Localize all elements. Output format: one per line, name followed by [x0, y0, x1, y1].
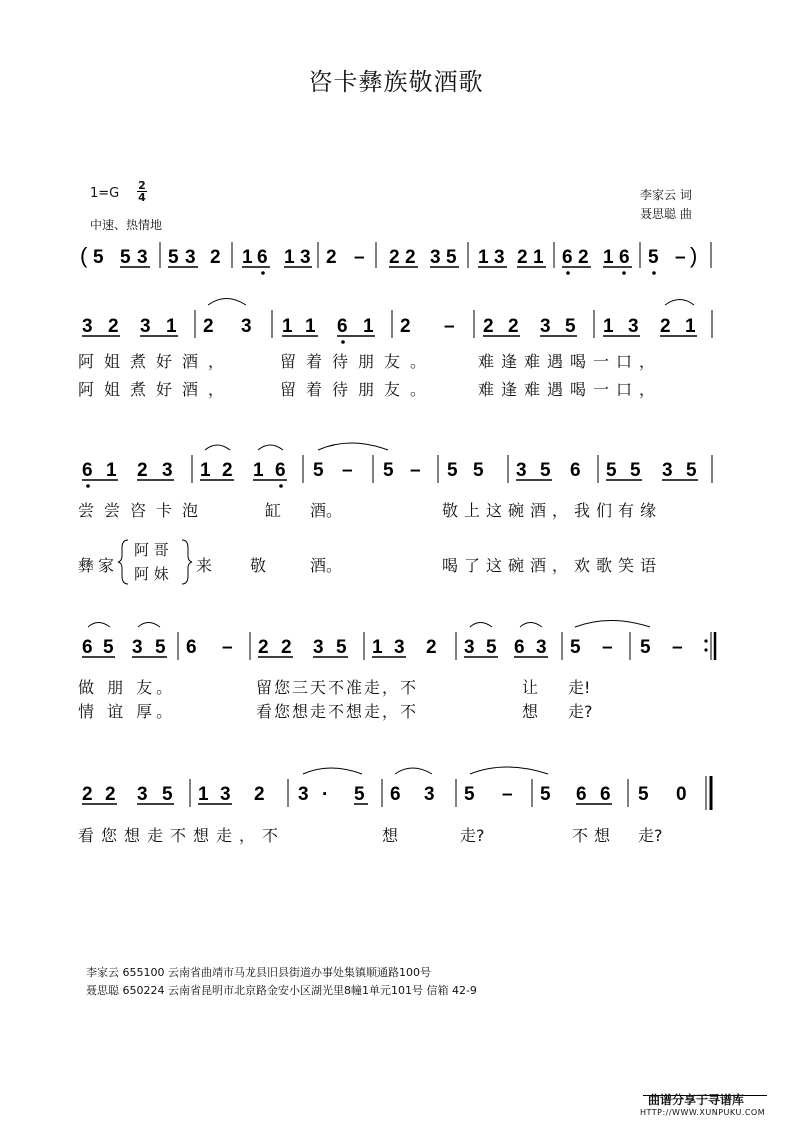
note: 6 — [576, 784, 587, 805]
note: 5 — [354, 784, 365, 805]
dash: – — [410, 460, 421, 481]
note: 1 — [603, 247, 614, 268]
dash: – — [675, 247, 686, 268]
note: 1 — [372, 637, 383, 658]
dash: – — [222, 637, 233, 658]
dash: – — [602, 637, 613, 658]
composer-credit: 聂思聪 曲 — [640, 207, 692, 221]
watermark-text: 曲谱分享于寻谱库 — [648, 1093, 745, 1107]
note: 6 — [562, 247, 573, 268]
tempo-marking: 中速、热情地 — [90, 218, 163, 232]
note: 1 — [198, 784, 209, 805]
note: 5 — [540, 784, 551, 805]
lyric-line4-a: 看您想走不想走，不 — [78, 826, 286, 845]
dot: · — [322, 784, 329, 805]
note: 5 — [570, 637, 581, 658]
note: 5 — [473, 460, 484, 481]
note: 3 — [430, 247, 441, 268]
note: 5 — [383, 460, 394, 481]
note: 6 — [82, 460, 93, 481]
note: 5 — [120, 247, 131, 268]
note: 5 — [162, 784, 173, 805]
lyric-line2-verse2-b: 来 — [196, 556, 213, 575]
melody-line-1 — [82, 299, 712, 344]
note: 3 — [82, 316, 93, 337]
note: 6 — [257, 247, 268, 268]
note: 6 — [82, 637, 93, 658]
lyric-verse1-a: 阿姐煮好酒， — [78, 352, 235, 371]
lyric-line3-verse1-b: 留您三天不准走，不 — [256, 678, 419, 697]
note: 5 — [155, 637, 166, 658]
note: 5 — [686, 460, 697, 481]
time-numerator: 2 — [138, 179, 146, 192]
intro-line — [80, 242, 711, 275]
lyric-line4-e: 走? — [638, 826, 663, 845]
note: 2 — [517, 247, 528, 268]
lyric-line3-verse1-d: 走! — [568, 678, 591, 697]
footer-address-1: 李家云 655100 云南省曲靖市马龙县旧县街道办事处集镇顺通路100号 — [86, 966, 431, 979]
dash: – — [502, 784, 513, 805]
dash: – — [342, 460, 353, 481]
lyric-line2-verse2-a: 彝家 — [78, 556, 119, 575]
melody-line-2 — [82, 443, 712, 488]
note: 2 — [137, 460, 148, 481]
note: 1 — [305, 316, 316, 337]
note: 5 — [93, 247, 104, 268]
note: 1 — [478, 247, 489, 268]
note: 1 — [166, 316, 177, 337]
note: 2 — [210, 247, 221, 268]
note: 5 — [336, 637, 347, 658]
melody-line-3 — [82, 621, 715, 661]
note: 2 — [483, 316, 494, 337]
lyric-line3-verse2-a: 情 谊 厚。 — [78, 702, 177, 721]
lyric-line4-d: 不想 — [572, 826, 617, 845]
note: 5 — [565, 316, 576, 337]
note: 2 — [508, 316, 519, 337]
lyric-line2-verse1-c: 酒。 — [310, 501, 343, 520]
note: 5 — [606, 460, 617, 481]
note: 3 — [394, 637, 405, 658]
note: 2 — [281, 637, 292, 658]
note: 2 — [326, 247, 337, 268]
note: 3 — [494, 247, 505, 268]
note: 3 — [137, 784, 148, 805]
intro-open-paren: ( — [80, 243, 88, 268]
note: 3 — [540, 316, 551, 337]
note: 3 — [313, 637, 324, 658]
footer-address-2: 聂思聪 650224 云南省昆明市北京路金安小区湖光里8幢1单元101号 信箱 42-9 — [86, 984, 477, 997]
lyric-line4-b: 想 — [382, 826, 399, 845]
note: 3 — [140, 316, 151, 337]
watermark-url[interactable]: HTTP://WWW.XUNPUKU.COM — [640, 1108, 766, 1117]
note: 6 — [390, 784, 401, 805]
note: 3 — [300, 247, 311, 268]
dash: – — [672, 637, 683, 658]
lyric-line2-verse2-c: 敬 — [250, 556, 267, 575]
note: 1 — [685, 316, 696, 337]
note: 5 — [447, 460, 458, 481]
lyricist-credit: 李家云 词 — [640, 188, 692, 202]
note: 1 — [284, 247, 295, 268]
note: 2 — [258, 637, 269, 658]
lyric-line3-verse2-c: 想 — [522, 702, 539, 721]
note: 6 — [186, 637, 197, 658]
note: 6 — [570, 460, 581, 481]
time-denominator: 4 — [138, 191, 146, 204]
note: 5 — [540, 460, 551, 481]
key-signature: 1=G — [90, 186, 120, 201]
note: 1 — [253, 460, 264, 481]
note: 6 — [275, 460, 286, 481]
note: 6 — [619, 247, 630, 268]
note: 5 — [168, 247, 179, 268]
note: 1 — [242, 247, 253, 268]
note: 2 — [254, 784, 265, 805]
note: 3 — [241, 316, 252, 337]
note: 0 — [676, 784, 687, 805]
note: 3 — [662, 460, 673, 481]
note: 1 — [603, 316, 614, 337]
note: 6 — [337, 316, 348, 337]
note: 2 — [578, 247, 589, 268]
right-brace — [182, 540, 192, 584]
note: 3 — [220, 784, 231, 805]
note: 3 — [464, 637, 475, 658]
intro-close-paren: ) — [690, 243, 698, 268]
note: 5 — [640, 637, 651, 658]
lyric-verse2-a: 阿姐煮好酒， — [78, 380, 235, 399]
note: 3 — [628, 316, 639, 337]
lyric-line4-c: 走? — [460, 826, 485, 845]
note: 2 — [426, 637, 437, 658]
note: 6 — [600, 784, 611, 805]
lyric-verse1-b: 留着待朋友。 — [280, 352, 437, 371]
note: 5 — [638, 784, 649, 805]
melody-line-4 — [82, 767, 711, 810]
song-title: 咨卡彝族敬酒歌 — [308, 68, 484, 96]
lyric-line2-verse2-d: 酒。 — [310, 556, 343, 575]
note: 5 — [103, 637, 114, 658]
note: 6 — [514, 637, 525, 658]
note: 3 — [516, 460, 527, 481]
note: 5 — [486, 637, 497, 658]
note: 1 — [200, 460, 211, 481]
note: 1 — [363, 316, 374, 337]
note: 5 — [648, 247, 659, 268]
note: 1 — [533, 247, 544, 268]
lyric-line2-verse2-e: 喝了这碗酒，欢歌笑语 — [442, 556, 663, 575]
note: 5 — [313, 460, 324, 481]
note: 1 — [282, 316, 293, 337]
note: 3 — [298, 784, 309, 805]
lyric-line2-verse1-d: 敬上这碗酒，我们有缘 — [442, 501, 663, 520]
lyric-line3-verse1-a: 做 朋 友。 — [78, 678, 177, 697]
note: 1 — [106, 460, 117, 481]
note: 2 — [660, 316, 671, 337]
note: 2 — [108, 316, 119, 337]
note: 5 — [630, 460, 641, 481]
note: 3 — [132, 637, 143, 658]
note: 2 — [400, 316, 411, 337]
lyric-line3-verse1-c: 让 — [522, 678, 539, 697]
note: 3 — [536, 637, 547, 658]
lyric-verse2-b: 留着待朋友。 — [280, 380, 437, 399]
lyric-verse2-c: 难逢难遇喝一口， — [478, 380, 663, 399]
note: 2 — [389, 247, 400, 268]
left-brace — [118, 540, 128, 584]
note: 2 — [82, 784, 93, 805]
brace-top-text: 阿 哥 — [134, 541, 169, 559]
note: 3 — [137, 247, 148, 268]
dash: – — [354, 247, 365, 268]
note: 3 — [424, 784, 435, 805]
lyric-verse1-c: 难逢难遇喝一口， — [478, 352, 663, 371]
brace-bottom-text: 阿 妹 — [134, 565, 169, 583]
lyric-line3-verse2-d: 走? — [568, 702, 593, 721]
lyric-line3-verse2-b: 看您想走不想走，不 — [256, 702, 419, 721]
note: 3 — [185, 247, 196, 268]
note: 3 — [162, 460, 173, 481]
lyric-line2-verse1-b: 缸 — [265, 501, 282, 520]
note: 2 — [405, 247, 416, 268]
lyric-line2-verse1-a: 尝尝咨卡泡 — [78, 501, 209, 520]
note: 5 — [464, 784, 475, 805]
note: 5 — [446, 247, 457, 268]
note: 2 — [105, 784, 116, 805]
note: 2 — [203, 316, 214, 337]
note: 2 — [222, 460, 233, 481]
dash: – — [444, 316, 455, 337]
